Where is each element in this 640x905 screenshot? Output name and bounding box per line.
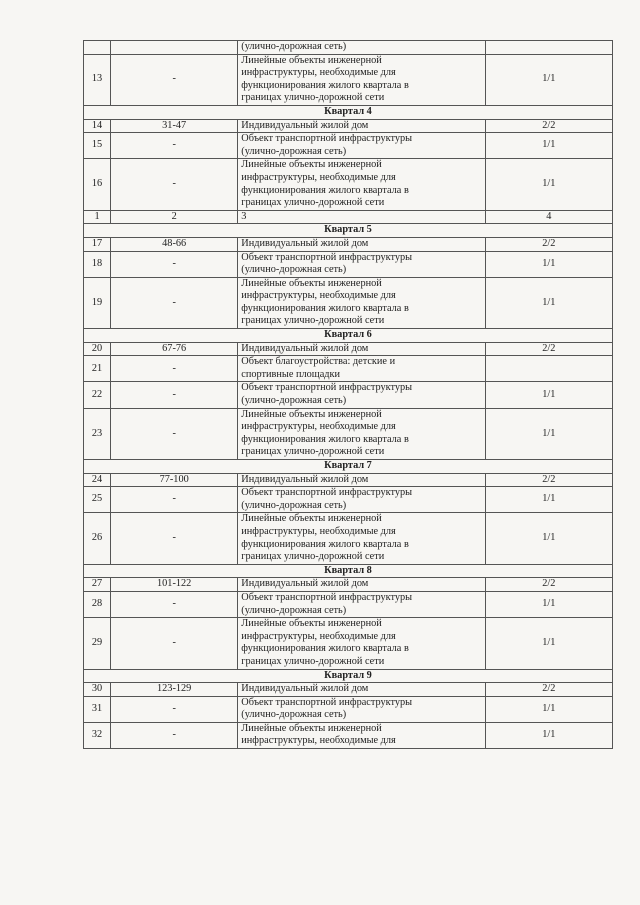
object-name-line: функционирования жилого квартала в: [241, 643, 409, 655]
row-number-cell: 25: [84, 487, 111, 513]
table-row: [84, 277, 613, 328]
object-name-line: границах улично-дорожной сети: [241, 551, 385, 563]
object-name-line: спортивные площадки: [241, 368, 341, 380]
object-name-line: (улично-дорожная сеть): [241, 395, 347, 407]
object-name-cell: [238, 473, 485, 487]
section-header-row: [84, 224, 613, 238]
lot-number-cell: -: [111, 591, 238, 617]
object-name-line: Объект транспортной инфраструктуры: [241, 591, 413, 603]
object-name-line: Линейные объекты инженерной: [241, 54, 382, 66]
table-row: [84, 578, 613, 592]
object-name-cell: [238, 591, 485, 617]
object-name-cell: [238, 237, 485, 251]
object-name-cell: [238, 356, 485, 382]
object-name-line: Линейные объекты инженерной: [241, 159, 382, 171]
land-use-table: [83, 40, 613, 749]
object-name-cell: [238, 54, 485, 105]
object-name-cell: [238, 210, 485, 224]
ratio-cell: 1/1: [485, 722, 612, 748]
row-number-cell: 19: [84, 277, 111, 328]
lot-number-cell: 48-66: [111, 237, 238, 251]
table-row: [84, 722, 613, 748]
ratio-cell: 1/1: [485, 251, 612, 277]
section-title: Квартал 6: [84, 329, 613, 343]
column-number-row: [84, 210, 613, 224]
section-title: Квартал 5: [84, 224, 613, 238]
row-number-cell: 30: [84, 683, 111, 697]
table-row: [84, 591, 613, 617]
object-name-line: инфраструктуры, необходимые для: [241, 171, 396, 183]
ratio-cell: 1/1: [485, 408, 612, 459]
row-number-cell: 29: [84, 618, 111, 669]
section-title: Квартал 8: [84, 564, 613, 578]
ratio-cell: 1/1: [485, 513, 612, 564]
lot-number-cell: -: [111, 356, 238, 382]
object-name-cell: [238, 487, 485, 513]
table-row: [84, 41, 613, 55]
row-number-cell: 17: [84, 237, 111, 251]
object-name-line: Индивидуальный жилой дом: [241, 578, 369, 590]
lot-number-cell: -: [111, 277, 238, 328]
object-name-line: Индивидуальный жилой дом: [241, 342, 369, 354]
object-name-line: (улично-дорожная сеть): [241, 145, 347, 157]
table-row: [84, 54, 613, 105]
table-row: [84, 696, 613, 722]
object-name-line: Линейные объекты инженерной: [241, 618, 382, 630]
object-name-line: Объект благоустройства: детские и: [241, 356, 396, 368]
ratio-cell: 2/2: [485, 578, 612, 592]
object-name-line: Объект транспортной инфраструктуры: [241, 487, 413, 499]
lot-number-cell: -: [111, 251, 238, 277]
object-name-line: инфраструктуры, необходимые для: [241, 421, 396, 433]
object-name-line: инфраструктуры, необходимые для: [241, 735, 396, 747]
object-name-line: функционирования жилого квартала в: [241, 302, 409, 314]
object-name-line: Линейные объекты инженерной: [241, 513, 382, 525]
object-name-line: инфраструктуры, необходимые для: [241, 630, 396, 642]
row-number-cell: 23: [84, 408, 111, 459]
table-row: [84, 133, 613, 159]
ratio-cell: 1/1: [485, 382, 612, 408]
ratio-cell: 4: [485, 210, 612, 224]
object-name-line: Индивидуальный жилой дом: [241, 683, 369, 695]
object-name-line: функционирования жилого квартала в: [241, 538, 409, 550]
object-name-cell: [238, 277, 485, 328]
object-name-line: Объект транспортной инфраструктуры: [241, 251, 413, 263]
table-row: [84, 473, 613, 487]
table-row: [84, 618, 613, 669]
section-header-row: [84, 329, 613, 343]
row-number-cell: 27: [84, 578, 111, 592]
row-number-cell: 20: [84, 342, 111, 356]
lot-number-cell: -: [111, 408, 238, 459]
lot-number-cell: [111, 41, 238, 55]
table-row: [84, 119, 613, 133]
lot-number-cell: -: [111, 487, 238, 513]
object-name-line: 3: [241, 210, 247, 222]
table-row: [84, 382, 613, 408]
lot-number-cell: -: [111, 382, 238, 408]
object-name-line: Индивидуальный жилой дом: [241, 237, 369, 249]
ratio-cell: 1/1: [485, 54, 612, 105]
lot-number-cell: -: [111, 159, 238, 210]
section-title: Квартал 9: [84, 669, 613, 683]
row-number-cell: 13: [84, 54, 111, 105]
object-name-cell: [238, 683, 485, 697]
lot-number-cell: -: [111, 513, 238, 564]
lot-number-cell: 67-76: [111, 342, 238, 356]
object-name-cell: [238, 408, 485, 459]
ratio-cell: 1/1: [485, 618, 612, 669]
row-number-cell: 1: [84, 210, 111, 224]
object-name-line: Объект транспортной инфраструктуры: [241, 133, 413, 145]
row-number-cell: 18: [84, 251, 111, 277]
row-number-cell: 21: [84, 356, 111, 382]
lot-number-cell: -: [111, 618, 238, 669]
object-name-line: (улично-дорожная сеть): [241, 264, 347, 276]
object-name-line: функционирования жилого квартала в: [241, 79, 409, 91]
row-number-cell: 14: [84, 119, 111, 133]
ratio-cell: 2/2: [485, 342, 612, 356]
object-name-line: функционирования жилого квартала в: [241, 433, 409, 445]
ratio-cell: 2/2: [485, 473, 612, 487]
object-name-line: границах улично-дорожной сети: [241, 92, 385, 104]
object-name-line: инфраструктуры, необходимые для: [241, 290, 396, 302]
section-header-row: [84, 460, 613, 474]
object-name-line: границах улично-дорожной сети: [241, 315, 385, 327]
object-name-line: Объект транспортной инфраструктуры: [241, 382, 413, 394]
lot-number-cell: -: [111, 722, 238, 748]
object-name-line: функционирования жилого квартала в: [241, 184, 409, 196]
object-name-line: границах улично-дорожной сети: [241, 197, 385, 209]
section-header-row: [84, 669, 613, 683]
object-name-line: (улично-дорожная сеть): [241, 604, 347, 616]
table-row: [84, 356, 613, 382]
object-name-line: Линейные объекты инженерной: [241, 277, 382, 289]
row-number-cell: [84, 41, 111, 55]
object-name-cell: [238, 722, 485, 748]
object-name-line: (улично-дорожная сеть): [241, 499, 347, 511]
object-name-cell: [238, 133, 485, 159]
row-number-cell: 32: [84, 722, 111, 748]
table-row: [84, 487, 613, 513]
row-number-cell: 28: [84, 591, 111, 617]
section-title: Квартал 4: [84, 105, 613, 119]
ratio-cell: 1/1: [485, 133, 612, 159]
ratio-cell: 2/2: [485, 237, 612, 251]
table-body: [84, 41, 613, 749]
row-number-cell: 24: [84, 473, 111, 487]
section-title: Квартал 7: [84, 460, 613, 474]
section-header-row: [84, 105, 613, 119]
object-name-line: инфраструктуры, необходимые для: [241, 67, 396, 79]
table-row: [84, 342, 613, 356]
table-row: [84, 513, 613, 564]
object-name-line: Линейные объекты инженерной: [241, 722, 382, 734]
ratio-cell: 1/1: [485, 591, 612, 617]
section-header-row: [84, 564, 613, 578]
object-name-cell: [238, 251, 485, 277]
object-name-line: границах улично-дорожной сети: [241, 655, 385, 667]
object-name-line: инфраструктуры, необходимые для: [241, 525, 396, 537]
object-name-cell: [238, 119, 485, 133]
lot-number-cell: -: [111, 54, 238, 105]
table-row: [84, 251, 613, 277]
row-number-cell: 15: [84, 133, 111, 159]
object-name-cell: [238, 578, 485, 592]
ratio-cell: 2/2: [485, 683, 612, 697]
ratio-cell: 1/1: [485, 696, 612, 722]
lot-number-cell: 31-47: [111, 119, 238, 133]
object-name-cell: [238, 159, 485, 210]
object-name-line: Индивидуальный жилой дом: [241, 119, 369, 131]
object-name-cell: [238, 382, 485, 408]
lot-number-cell: 101-122: [111, 578, 238, 592]
ratio-cell: 1/1: [485, 159, 612, 210]
table-row: [84, 683, 613, 697]
table-row: [84, 408, 613, 459]
ratio-cell: 2/2: [485, 119, 612, 133]
object-name-line: границах улично-дорожной сети: [241, 446, 385, 458]
object-name-line: Индивидуальный жилой дом: [241, 473, 369, 485]
ratio-cell: [485, 41, 612, 55]
object-name-cell: [238, 41, 485, 55]
object-name-cell: [238, 618, 485, 669]
object-name-line: Объект транспортной инфраструктуры: [241, 696, 413, 708]
object-name-cell: [238, 342, 485, 356]
object-name-cell: [238, 513, 485, 564]
table-row: [84, 159, 613, 210]
table-row: [84, 237, 613, 251]
row-number-cell: 26: [84, 513, 111, 564]
ratio-cell: 1/1: [485, 277, 612, 328]
lot-number-cell: 123-129: [111, 683, 238, 697]
ratio-cell: [485, 356, 612, 382]
lot-number-cell: -: [111, 696, 238, 722]
row-number-cell: 31: [84, 696, 111, 722]
object-name-line: (улично-дорожная сеть): [241, 41, 347, 52]
row-number-cell: 16: [84, 159, 111, 210]
object-name-line: (улично-дорожная сеть): [241, 709, 347, 721]
object-name-cell: [238, 696, 485, 722]
object-name-line: Линейные объекты инженерной: [241, 408, 382, 420]
lot-number-cell: 2: [111, 210, 238, 224]
row-number-cell: 22: [84, 382, 111, 408]
lot-number-cell: -: [111, 133, 238, 159]
ratio-cell: 1/1: [485, 487, 612, 513]
lot-number-cell: 77-100: [111, 473, 238, 487]
